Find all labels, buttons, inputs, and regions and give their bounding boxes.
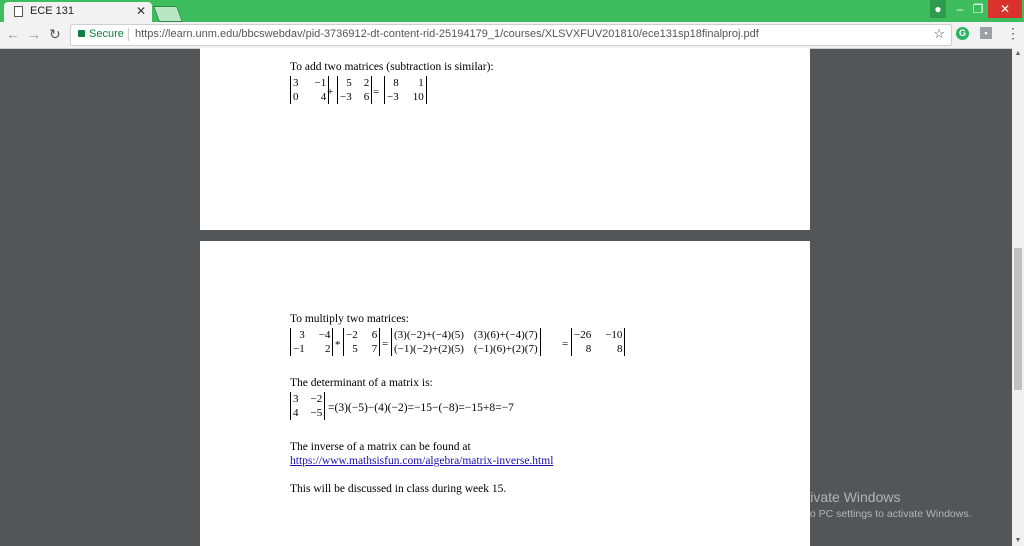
determinant-expression: =(3)(−5)−(4)(−2)=−15−(−8)=−15+8=−7 [328,402,514,414]
grammarly-extension-icon[interactable]: G [956,27,969,40]
add-matrix-result [384,76,427,104]
new-tab-button[interactable] [153,6,183,22]
document-icon [14,6,23,17]
mult-matrix-result [571,328,625,356]
mult-matrix-a [290,328,333,356]
matrix-cell: 3 [299,329,305,341]
matrix-cell: −4 [318,329,331,341]
reload-icon[interactable]: ↻ [49,26,61,42]
forward-arrow-icon[interactable]: → [27,26,41,42]
inverse-link[interactable]: https://www.mathsisfun.com/algebra/matrix-inverse.html [290,455,554,467]
multiply-sign: * [335,339,341,351]
matrix-cell: 2 [363,77,370,89]
det-matrix [290,392,325,420]
matrix-cell: 8 [585,343,592,355]
determinant-heading: The determinant of a matrix is: [290,377,433,389]
matrix-cell: 0 [293,91,299,103]
pdf-page-1 [200,48,810,230]
browser-tab[interactable] [4,2,152,22]
scrollbar-thumb[interactable] [1014,248,1022,390]
minimize-button[interactable]: – [956,2,964,16]
activate-windows-title: Activate Windows [790,489,901,505]
scroll-down-icon[interactable]: ▼ [1014,537,1022,544]
pdf-page-2 [200,241,810,546]
matrix-cell: 6 [371,329,378,341]
matrix-cell: −10 [605,329,623,341]
matrix-cell: 5 [352,343,358,355]
lock-icon [78,30,85,37]
address-divider [128,28,129,41]
secure-label: Secure [89,28,124,40]
matrix-cell: 5 [346,77,352,89]
activate-windows-subtitle: Go to PC settings to activate Windows. [790,508,972,520]
bookmark-star-icon[interactable]: ☆ [933,26,945,41]
matrix-cell: 3 [293,393,299,405]
mult-matrix-expanded [391,328,541,356]
scroll-up-icon[interactable]: ▲ [1014,50,1022,57]
matrix-cell: (3)(6)+(−4)(7) [473,329,538,341]
matrix-cell: 2 [324,343,331,355]
matrix-cell: (−1)(6)+(2)(7) [473,343,538,355]
matrix-cell: 8 [616,343,623,355]
inverse-heading: The inverse of a matrix can be found at [290,441,471,453]
matrix-cell: 10 [412,91,424,103]
user-icon[interactable]: ● [930,0,946,18]
matrix-cell: (−1)(−2)+(2)(5) [394,343,464,355]
matrix-cell: −1 [314,77,327,89]
menu-icon[interactable]: ⋮ [1006,25,1020,41]
matrix-cell: 7 [371,343,378,355]
matrix-cell: (3)(−2)+(−4)(5) [394,329,464,341]
matrix-cell: −5 [310,407,323,419]
extension-icon[interactable]: ▪ [980,27,992,39]
matrix-cell: 4 [293,407,299,419]
multiply-heading: To multiply two matrices: [290,313,409,325]
equals-sign: = [373,86,380,98]
url-text[interactable]: https://learn.unm.edu/bbcswebdav/pid-3736912-dt-content-rid-25194179_1/courses/XLSVXFUV201810/ece131sp18finalproj.pdf [135,28,759,40]
back-arrow-icon[interactable]: ← [6,26,20,42]
matrix-cell: 1 [418,77,424,89]
plus-sign: + [327,86,334,98]
matrix-cell: −2 [310,393,323,405]
restore-button[interactable]: ❐ [972,2,984,16]
matrix-cell: −2 [346,329,358,341]
equals-sign: = [382,338,389,350]
close-icon[interactable]: ✕ [135,4,146,18]
window-close-button[interactable]: ✕ [988,0,1022,18]
mult-matrix-b [343,328,380,356]
matrix-cell: −26 [574,329,592,341]
add-heading: To add two matrices (subtraction is similar): [290,61,494,73]
vertical-scrollbar[interactable] [1012,48,1024,546]
tab-title: ECE 131 [30,5,75,17]
address-bar[interactable] [70,24,952,46]
matrix-cell: 4 [320,91,327,103]
matrix-cell: −1 [293,343,305,355]
matrix-cell: 6 [363,91,370,103]
equals-sign: = [562,338,569,350]
add-matrix-a [290,76,329,104]
matrix-cell: 8 [393,77,399,89]
matrix-cell: −3 [387,91,399,103]
add-matrix-b [337,76,372,104]
discussion-note: This will be discussed in class during week 15. [290,483,507,495]
matrix-cell: 3 [293,77,299,89]
browser-toolbar [0,22,1024,49]
browser-title-bar [0,0,1024,22]
matrix-cell: −3 [340,91,352,103]
